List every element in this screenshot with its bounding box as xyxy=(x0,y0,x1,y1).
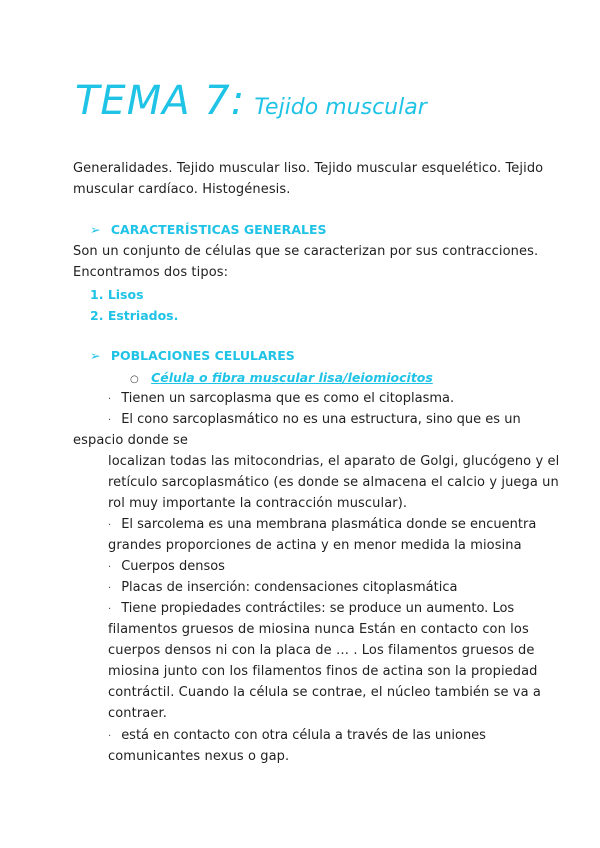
arrow-bullet-icon: ➢ xyxy=(90,348,101,363)
bullet-item xyxy=(108,725,486,747)
paragraph-line: comunicantes nexus o gap. xyxy=(108,749,290,764)
bullet-item xyxy=(108,598,514,620)
dot-bullet-icon: · xyxy=(108,520,112,531)
dot-bullet-icon: · xyxy=(108,415,112,426)
list-text: Estriados. xyxy=(107,308,179,323)
paragraph-line: rol muy importante la contracción muscular). xyxy=(108,496,408,511)
bullet-item xyxy=(108,556,225,578)
bullet-text: Placas de inserción: condensaciones citoplasmática xyxy=(121,580,458,595)
list-item xyxy=(90,305,178,326)
section-heading-text: CARACTERÍSTICAS GENERALES xyxy=(110,222,327,237)
intro-line: muscular cardíaco. Histogénesis. xyxy=(73,182,291,197)
paragraph-line: miosina junto con los filamentos finos de actina son la propiedad xyxy=(108,664,538,679)
title-main: TEMA 7: xyxy=(75,78,246,124)
paragraph-line: grandes proporciones de actina y en menor medida la miosina xyxy=(108,538,522,553)
section-heading-text: POBLACIONES CELULARES xyxy=(110,348,295,363)
bullet-text: El cono sarcoplasmático no es una estructura, sino que es un xyxy=(121,412,521,427)
bullet-text: Tienen un sarcoplasma que es como el citoplasma. xyxy=(121,391,455,406)
bullet-text: El sarcolema es una membrana plasmática donde se encuentra xyxy=(121,517,537,532)
paragraph-line: filamentos gruesos de miosina nunca Están en contacto con los xyxy=(108,622,529,637)
paragraph-line: Encontramos dos tipos: xyxy=(73,265,229,280)
bullet-item xyxy=(108,388,454,410)
circle-bullet-icon: ○ xyxy=(130,374,139,385)
title-sub: Tejido muscular xyxy=(254,95,427,120)
bullet-text: está en contacto con otra célula a través de las uniones xyxy=(121,728,486,743)
paragraph-line: Son un conjunto de células que se caracterizan por sus contracciones. xyxy=(73,244,539,259)
section-heading xyxy=(90,345,295,366)
list-item xyxy=(90,284,144,305)
list-text: Lisos xyxy=(107,287,144,302)
list-number: 2. xyxy=(90,308,104,323)
bullet-item xyxy=(108,409,521,431)
dot-bullet-icon: · xyxy=(108,394,112,405)
paragraph-line: contráctil. Cuando la célula se contrae, el núcleo también se va a xyxy=(108,685,541,700)
intro-line: Generalidades. Tejido muscular liso. Tejido muscular esquelético. Tejido xyxy=(73,161,544,176)
section-heading xyxy=(90,219,327,240)
paragraph-line: contraer. xyxy=(108,706,167,721)
bullet-item xyxy=(108,577,457,599)
bullet-text: Cuerpos densos xyxy=(121,559,225,574)
paragraph-line: espacio donde se xyxy=(73,433,189,448)
paragraph-line: localizan todas las mitocondrias, el aparato de Golgi, glucógeno y el xyxy=(108,454,560,469)
dot-bullet-icon: · xyxy=(108,562,112,573)
dot-bullet-icon: · xyxy=(108,731,112,742)
subheading-text: Célula o fibra muscular lisa/leiomiocitos xyxy=(151,370,433,385)
paragraph-line: cuerpos densos ni con la placa de … . Los filamentos gruesos de xyxy=(108,643,535,658)
dot-bullet-icon: · xyxy=(108,583,112,594)
bullet-item xyxy=(108,514,536,536)
paragraph-line: retículo sarcoplasmático (es donde se almacena el calcio y juega un xyxy=(108,475,559,490)
bullet-text: Tiene propiedades contráctiles: se produce un aumento. Los xyxy=(121,601,515,616)
arrow-bullet-icon: ➢ xyxy=(90,222,101,237)
page-title xyxy=(75,78,427,124)
list-number: 1. xyxy=(90,287,104,302)
subheading xyxy=(130,367,433,390)
dot-bullet-icon: · xyxy=(108,604,112,615)
